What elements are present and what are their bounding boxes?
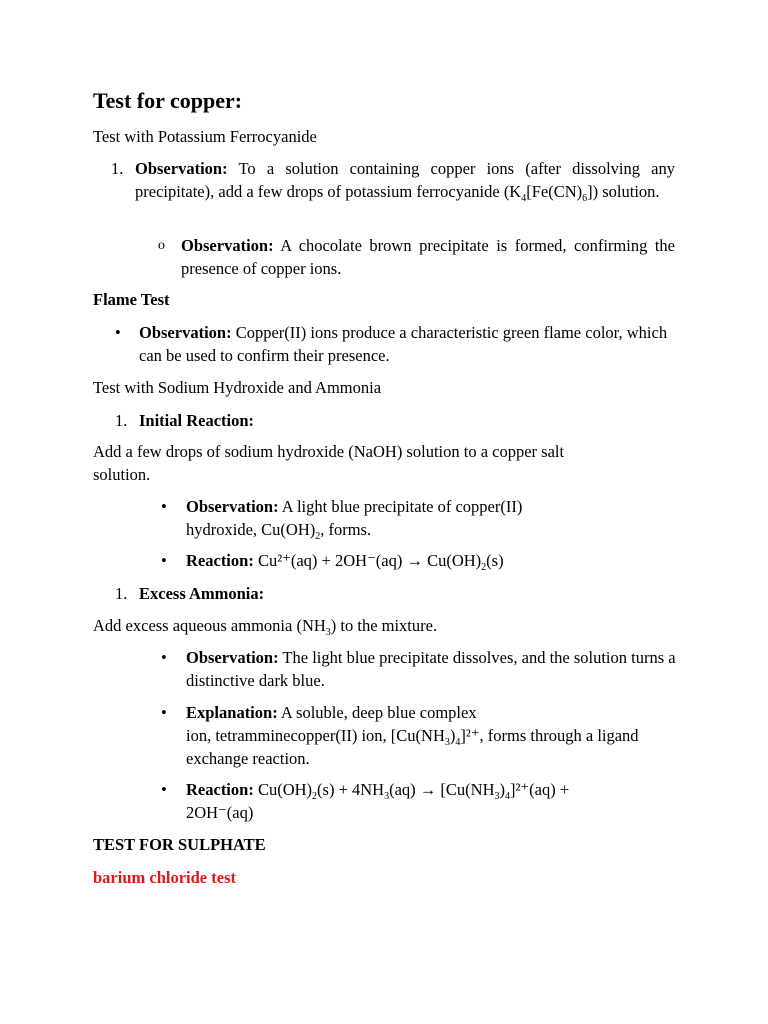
list-number: 1. — [111, 159, 124, 178]
observation-text: hydroxide, Cu(OH) — [186, 520, 316, 539]
bullet-icon: • — [161, 497, 167, 516]
reaction-equation: ) — [499, 780, 505, 799]
formula-text: ) — [449, 726, 456, 745]
reaction-equation: Cu(OH) — [253, 780, 313, 799]
list-number: 1. — [115, 411, 128, 430]
ammonia-explanation — [186, 701, 661, 770]
barium-chloride-title: barium chloride test — [93, 868, 236, 887]
ferrocyanide-list-item — [93, 157, 675, 203]
ammonia-reaction — [186, 778, 675, 824]
page-title: Test for copper: — [93, 88, 243, 113]
paragraph-text-end: ) to the mixture. — [330, 616, 438, 635]
reaction-equation-end: (s) — [486, 551, 504, 570]
subscript: 2 — [481, 562, 487, 573]
ferrocyanide-observation — [135, 157, 675, 203]
subscript: 4 — [504, 791, 510, 802]
ammonia-observation — [186, 646, 681, 692]
initial-reaction-step — [93, 409, 675, 432]
naoh-reaction-item — [93, 549, 675, 572]
explanation-text: A soluble, deep blue complex — [277, 703, 477, 722]
bullet-icon: • — [161, 648, 167, 667]
subscript: 3 — [444, 737, 450, 748]
sulphate-heading — [93, 833, 675, 856]
ammonia-reaction-item — [93, 778, 675, 824]
excess-ammonia-step — [93, 582, 675, 605]
observation-label: Observation: — [139, 323, 232, 342]
observation-label: Observation: — [186, 648, 279, 667]
ferrocyanide-result — [181, 234, 675, 280]
step-label: Excess Ammonia: — [139, 584, 265, 603]
naoh-observation — [186, 495, 675, 541]
bullet-icon: • — [161, 780, 167, 799]
reaction-label: Reaction: — [186, 551, 254, 570]
observation-text: To a solution containing copper ions (after dissolving any precipitate), add a few drops of potassium ferrocyanide (K — [135, 159, 675, 201]
list-number: 1. — [115, 584, 128, 603]
barium-chloride-heading — [93, 866, 675, 889]
reaction-equation-end: 2OH⁻(aq) — [186, 803, 254, 822]
ammonia-paragraph — [93, 614, 675, 637]
observation-text-end: , forms. — [320, 520, 372, 539]
subscript: 6 — [582, 193, 588, 204]
sulphate-title: TEST FOR SULPHATE — [93, 835, 266, 854]
reaction-equation: (aq) → [Cu(NH — [389, 780, 495, 799]
subscript: 4 — [455, 737, 461, 748]
observation-label: Observation: — [135, 159, 228, 178]
reaction-label: Reaction: — [186, 780, 254, 799]
observation-text: Copper(II) ions produce a characteristic green flame color, which can be used to confirm their presence. — [139, 323, 668, 365]
observation-text: The light blue precipitate dissolves, and the solution turns a distinctive dark blue. — [186, 648, 676, 690]
reaction-equation: Cu²⁺(aq) + 2OH⁻(aq) → Cu(OH) — [253, 551, 482, 570]
initial-reaction-paragraph: Add a few drops of sodium hydroxide (NaOH) solution to a copper salt solution. — [93, 442, 565, 484]
observation-text: A chocolate brown precipitate is formed, confirming the presence of copper ions. — [181, 236, 675, 278]
reaction-equation: (s) + 4NH — [317, 780, 385, 799]
naoh-observation-item — [93, 495, 675, 541]
paragraph-text: Add excess aqueous ammonia (NH — [93, 616, 326, 635]
ferrocyanide-sub-item — [93, 234, 675, 280]
formula-text: [Fe(CN) — [526, 182, 583, 201]
bullet-icon: • — [161, 551, 167, 570]
bullet-icon: • — [115, 323, 121, 342]
explanation-text-end: ]²⁺, forms through a ligand exchange reaction. — [186, 726, 639, 768]
naoh-reaction — [186, 549, 675, 572]
subscript: 2 — [315, 531, 321, 542]
flame-test-title: Flame Test — [93, 290, 170, 309]
observation-label: Observation: — [181, 236, 274, 255]
explanation-text: ion, tetramminecopper(II) ion, [Cu(NH — [186, 726, 445, 745]
circle-bullet-icon: o — [158, 238, 165, 253]
reaction-equation: ]²⁺(aq) + — [509, 780, 570, 799]
observation-text: A light blue precipitate of copper(II) — [278, 497, 523, 516]
subscript: 3 — [384, 791, 390, 802]
bullet-icon: • — [161, 703, 167, 722]
explanation-label: Explanation: — [186, 703, 278, 722]
flame-observation — [139, 321, 679, 367]
subscript: 4 — [521, 193, 527, 204]
ammonia-observation-item — [93, 646, 675, 692]
flame-test-heading — [93, 288, 675, 311]
subscript: 3 — [325, 627, 331, 638]
observation-text-end: ]) solution. — [587, 182, 660, 201]
ammonia-explanation-item — [93, 701, 675, 770]
naoh-ammonia-heading: Test with Sodium Hydroxide and Ammonia — [93, 378, 382, 397]
step-label: Initial Reaction: — [139, 411, 255, 430]
flame-test-item — [93, 321, 675, 367]
subscript: 3 — [494, 791, 500, 802]
observation-label: Observation: — [186, 497, 279, 516]
subscript: 2 — [312, 791, 318, 802]
ferrocyanide-heading: Test with Potassium Ferrocyanide — [93, 127, 317, 146]
